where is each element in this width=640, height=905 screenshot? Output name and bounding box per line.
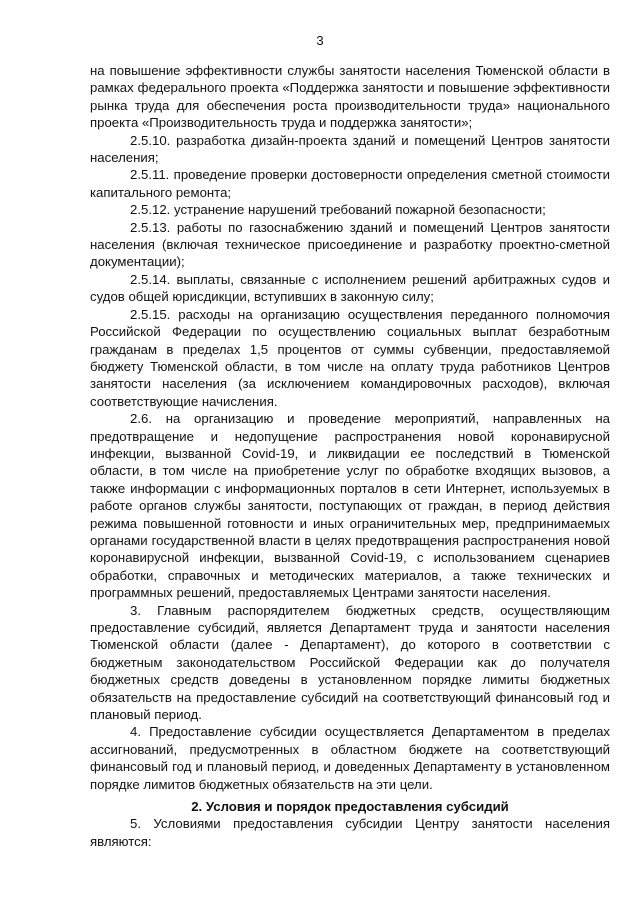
paragraph-2-5-15: 2.5.15. расходы на организацию осуществления переданного полномочия Российской Федерации по осуществлению социальных выплат безработным гражданам в пределах 1,5 процентов от суммы субвенции, предоставляемой бюджету Тюменской области, в том числе на оплату труда работников Центров занятости населения (за исключением командировочных расходов), включая соответствующие начисления. [90, 306, 610, 409]
paragraph-2-5-11: 2.5.11. проведение проверки достоверности определения сметной стоимости капитального ремонта; [90, 167, 610, 200]
paragraph-2-5-12: 2.5.12. устранение нарушений требований пожарной безопасности; [130, 202, 546, 218]
page-number: 3 [316, 33, 324, 48]
section-heading: 2. Условия и порядок предоставления субсидий [191, 799, 509, 815]
paragraph-5: 5. Условиями предоставления субсидии Центру занятости населения являются: [90, 816, 610, 849]
paragraph-2-5-10: 2.5.10. разработка дизайн-проекта зданий и помещений Центров занятости населения; [90, 132, 610, 166]
paragraph-3: 3. Главным распорядителем бюджетных средств, осуществляющим предоставление субсидий, является Департамент труда и занятости населения Тюменской области (далее - Департамент), до которого в соответствии с бюджетным законодательством Российской Федерации как до получателя бюджетных средств доведены в установленном порядке лимиты бюджетных обязательств на предоставление субсидий на соответствующий финансовый год и плановый период. [90, 602, 610, 723]
paragraph-2-6: 2.6. на организацию и проведение мероприятий, направленных на предотвращение и недопущение распространения новой коронавирусной инфекции, вызванной Covid-19, и ликвидации ее последствий в Тюменской области, в том числе на приобретение услуг по обработке входящих вызовов, а также информации с информационных порталов в сети Интернет, используемых в работе органов службы занятости, поступающих от граждан, в период действия режима повышенной готовности и иных ограничительных мер, предпринимаемых органами государственной власти в целях предотвращения распространения новой коронавирусной инфекции, вызванной Covid-19, с использованием сценариев обработки, справочных и методических материалов, а также технических и программных решений, предоставляемых Центрами занятости населения. [90, 411, 610, 601]
paragraph-4: 4. Предоставление субсидии осуществляется Департаментом в пределах ассигнований, предусмотренных в областном бюджете на соответствующий финансовый год и плановый период, и доведенных Департаменту в установленном порядке лимитов бюджетных обязательств на эти цели. [90, 724, 610, 792]
document-body [90, 62, 610, 850]
paragraph-2-5-14: 2.5.14. выплаты, связанные с исполнением решений арбитражных судов и судов общей юрисдикции, вступивших в законную силу; [90, 271, 610, 305]
paragraph-2-5-13: 2.5.13. работы по газоснабжению зданий и помещений Центров занятости населения (включая техническое присоединение и разработку проектно-сметной документации); [90, 219, 610, 270]
paragraph-continuation: на повышение эффективности службы занятости населения Тюменской области в рамках федерального проекта «Поддержка занятости и повышение эффективности рынка труда для обеспечения роста производительности труда» национального проекта «Производительность труда и поддержка занятости»; [90, 63, 610, 131]
